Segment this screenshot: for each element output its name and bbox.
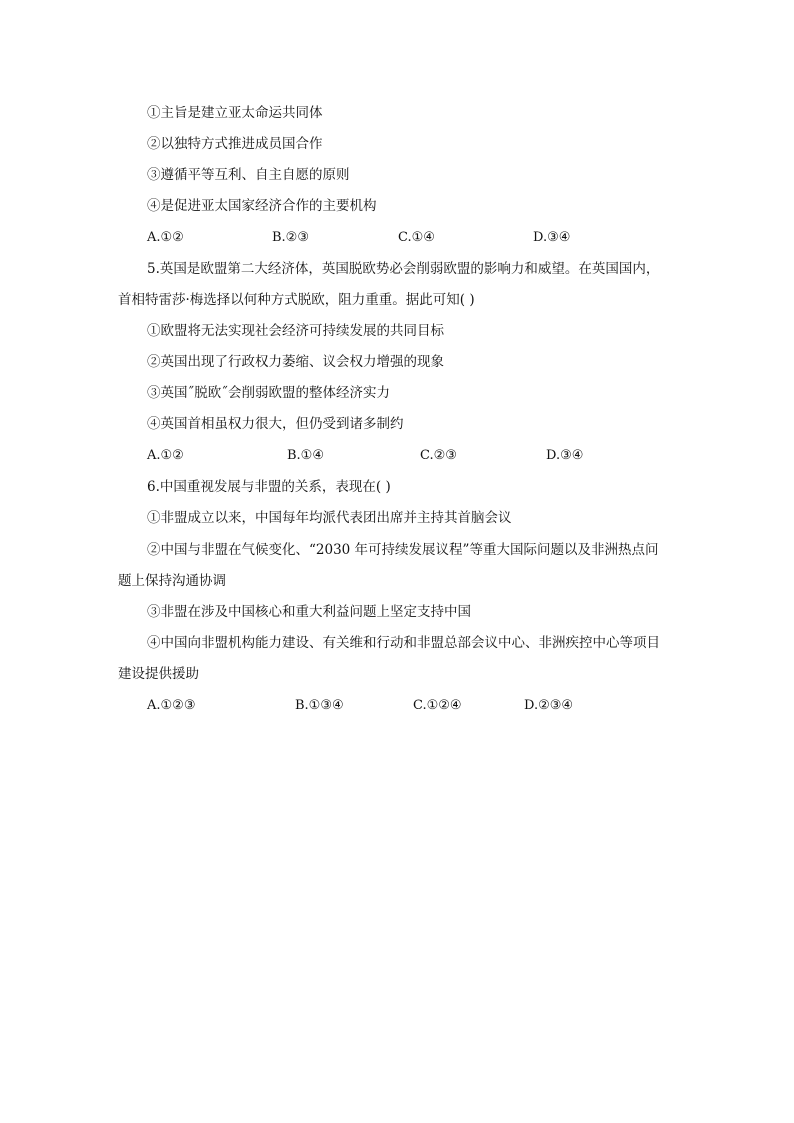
q5-option-b: B.①④	[287, 448, 324, 463]
q4-item-4: ④是促进亚太国家经济合作的主要机构	[147, 198, 377, 214]
q5-item-1: ①欧盟将无法实现社会经济可持续发展的共同目标	[147, 323, 444, 339]
q5-option-a: A.①②	[147, 448, 184, 463]
q5-item-4: ④英国首相虽权力很大，但仍受到诸多制约	[147, 416, 404, 432]
q6-stem: 6.中国重视发展与非盟的关系，表现在( )	[147, 479, 391, 495]
q6-item-2-line-2: 题上保持沟通协调	[118, 573, 226, 589]
q5-stem-line-1: 5.英国是欧盟第二大经济体，英国脱欧势必会削弱欧盟的影响力和威望。在英国国内，	[147, 261, 660, 277]
q6-option-a: A.①②③	[147, 698, 196, 713]
q5-item-3: ③英国˝脱欧˝会削弱欧盟的整体经济实力	[147, 385, 390, 401]
q5-item-2: ②英国出现了行政权力萎缩、议会权力增强的现象	[147, 354, 444, 370]
q6-item-2-line-1: ②中国与非盟在气候变化、“2030 年可持续发展议程”等重大国际问题以及非洲热点问	[147, 542, 659, 558]
q6-option-c: C.①②④	[413, 698, 462, 713]
q4-option-a: A.①②	[147, 230, 184, 245]
q6-option-b: B.①③④	[295, 698, 344, 713]
q4-item-3: ③遵循平等互利、自主自愿的原则	[147, 167, 350, 183]
q6-option-d: D.②③④	[524, 698, 574, 713]
q6-item-1: ①非盟成立以来，中国每年均派代表团出席并主持其首脑会议	[147, 510, 512, 526]
q5-option-d: D.③④	[546, 448, 584, 463]
q4-option-c: C.①④	[398, 230, 435, 245]
q4-item-1: ①主旨是建立亚太命运共同体	[147, 105, 323, 121]
q4-option-b: B.②③	[272, 230, 309, 245]
q5-stem-line-2: 首相特雷莎·梅选择以何种方式脱欧，阻力重重。据此可知( )	[118, 292, 475, 308]
q4-option-d: D.③④	[533, 230, 571, 245]
q4-item-2: ②以独特方式推进成员国合作	[147, 136, 323, 152]
q5-option-c: C.②③	[420, 448, 457, 463]
q6-item-3: ③非盟在涉及中国核心和重大利益问题上坚定支持中国	[147, 604, 471, 620]
q6-item-4-line-1: ④中国向非盟机构能力建设、有关维和行动和非盟总部会议中心、非洲疾控中心等项目	[147, 635, 660, 651]
q6-item-4-line-2: 建设提供援助	[118, 666, 199, 682]
